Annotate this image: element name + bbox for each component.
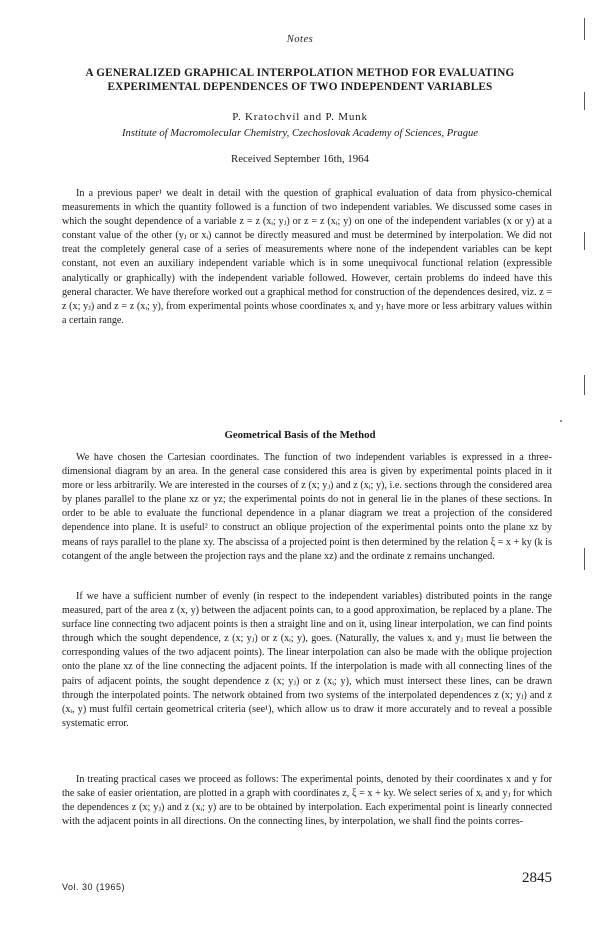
article-title: A GENERALIZED GRAPHICAL INTERPOLATION METHOD FOR EVALUATING EXPERIMENTAL DEPENDENCES OF TWO INDEPENDENT VARIABLES: [85, 67, 515, 93]
margin-mark: [584, 232, 585, 250]
paragraph-practical: In treating practical cases we proceed as follows: The experimental points, denoted by their coordinates x and y for the sake of easier orientation, are plotted in a graph with coordinates z, ξ = x + ky. We select series of xᵢ and yⱼ for which the dependences z (x; yⱼ) and z (xᵢ; y) are to be obtained by interpolation. Each experimental point is linearly connected with the adjacent points in all directions. On the connecting lines, by interpolation, we shall find the points corres-: [62, 774, 552, 828]
institute: Institute of Macromolecular Chemistry, Czechoslovak Academy of Sciences, Prague: [122, 128, 478, 139]
page-number: 2845: [522, 870, 552, 886]
authors: P. Kratochvíl and P. Munk: [232, 111, 368, 123]
margin-mark: [584, 18, 585, 40]
section-heading: Geometrical Basis of the Method: [224, 429, 376, 441]
paragraph-geometry: We have chosen the Cartesian coordinates. The function of two independent variables is expressed in a three-dimensional diagram by an area. In the general case considered this area is given by experimental points placed in it more or less arbitrarily. We are interested in the courses of z (x; yⱼ) and z (xᵢ; y), i.e. sections through the considered area by planes parallel to the plane xz or yz; the experimental points do not in general lie in the planes of these sections. In order to be able to evaluate the functional dependence in a planar diagram we treat a projection of the considered dependence into plane. It is useful² to construct an oblique projection of the experimental points onto the plane xz by means of rays parallel to the plane xy. The abscissa of a projected point is then determined by the relation ξ = x + ky (k is cotangent of the angle between the projection rays and the plane xz) and the ordinate z remains unchanged.: [62, 452, 552, 562]
margin-mark: [584, 375, 585, 395]
paragraph-intro: In a previous paper¹ we dealt in detail with the question of graphical evaluation of data from physico-chemical measurements in which the quantity followed is a function of two independent variables. We discussed some cases in which the sought dependence of a variable z = z (xᵢ; yⱼ) or z = z (xᵢ; y) on one of the independent variables (x or y) at a constant value of the other (yⱼ or xᵢ) cannot be directly measured and must be determined by interpolation. We did not treat the completely general case of a series of measurements where none of the independent variables can be kept constant, not even an auxiliary independent variable which is in some unequivocal functional relation (expressible analytically or graphically) with the independent variable followed. However, certain problems do indeed have this general character. We have therefore worked out a graphical method for construction of the dependences desired, viz. z = z (x; yⱼ) and z = z (xᵢ; y), from experimental points whose coordinates xᵢ and yⱼ have more or less arbitrary values within a certain range.: [62, 188, 552, 326]
margin-mark: [584, 548, 585, 570]
running-head: Notes: [286, 34, 314, 45]
paragraph-interpolation: If we have a sufficient number of evenly (in respect to the independent variables) distributed points in the range measured, part of the area z (x, y) between the adjacent points can, to a good approximation, be replaced by a plane. The surface line connecting two adjacent points is then a straight line and on it, using linear interpolation, we can find points through which the sought dependence, z (x; yⱼ) or z (xᵢ; y), goes. (Naturally, the values xᵢ and yⱼ must lie between the corresponding values of the two adjacent points). The linear interpolation can also be made with the oblique projection onto the plane xz of the line connecting the adjacent points. If the interpolation is made with all connecting lines of the pairs of adjacent points, the sought dependence z (x; yⱼ) or z (xᵢ; y), which must intersect these lines, can be drawn through the interpolated points. The network obtained from two systems of the interpolated dependences z (x; yⱼ) and z (xᵢ, y) must fulfil certain geometrical criteria (see¹), which allow us to draw it more accurately and to reveal a possible systematic error.: [62, 591, 552, 729]
received-date: Received September 16th, 1964: [231, 153, 369, 165]
scan-speck: [560, 420, 562, 422]
journal-volume: Vol. 30 (1965): [62, 882, 126, 892]
margin-mark: [584, 92, 585, 110]
